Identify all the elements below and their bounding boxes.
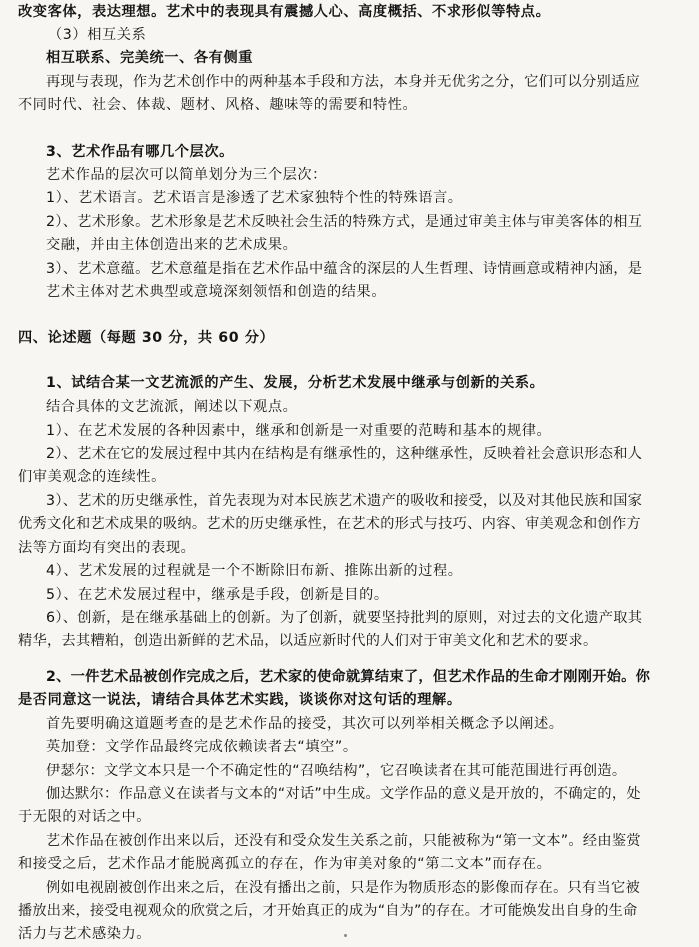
text-line: 结合具体的文艺流派，阐述以下观点。 [46,399,298,415]
text-line: 首先要明确这道题考查的是艺术作品的接受，其次可以列举相关概念予以阐述。 [46,716,564,732]
text-line: 5）、在艺术发展过程中，继承是手段，创新是目的。 [46,587,389,603]
text-line: 交融，并由主体创造出来的艺术成果。 [46,237,298,253]
question-heading: 2、一件艺术品被创作完成之后，艺术家的使命就算结束了，但艺术作品的生命才刚刚开始。你 [46,669,651,685]
text-line: 1）、在艺术发展的各种因素中，继承和创新是一对重要的范畴和基本的规律。 [46,423,552,439]
text-line: 伽达默尔：作品意义在读者与文本的“对话”中生成。文学作品的意义是开放的，不确定的，处 [46,786,641,802]
text-line: 不同时代、社会、体裁、题材、风格、趣味等的需要和特性。 [18,97,418,113]
text-line: 3）、艺术的历史继承性，首先表现为对本民族艺术遗产的吸收和接受，以及对其他民族和国家 [46,493,643,509]
text-line: 活力与艺术感染力。 [18,926,152,942]
text-line: 于无限的对话之中。 [18,809,152,825]
text-line: 4）、艺术发展的过程就是一个不断除旧布新、推陈出新的过程。 [46,563,463,579]
text-line: 法等方面均有突出的表现。 [18,540,196,556]
text-line: 播放出来，接受电视观众的欣赏之后，才开始真正的成为“自为”的存在。才可能焕发出自身的生命 [18,903,638,919]
text-line: 1）、艺术语言。艺术语言是渗透了艺术家独特个性的特殊语言。 [46,190,463,206]
text-line: 优秀文化和艺术成果的吸纳。艺术的历史继承性，在艺术的形式与技巧、内容、审美观念和创作方 [18,516,641,532]
text-line: 2）、艺术在它的发展过程中其内在结构是有继承性的，这种继承性，反映着社会意识形态和人 [46,446,643,462]
text-line: 艺术作品在被创作出来以后，还没有和受众发生关系之前，只能被称为“第一文本”。经由鉴赏 [46,833,641,849]
section-heading: 四、论述题（每题 30 分，共 60 分） [18,330,275,346]
text-line: 改变客体，表达理想。艺术中的表现具有震撼人心、高度概括、不求形似等特点。 [18,4,551,20]
scan-speck [344,934,347,937]
text-line: 例如电视剧被创作出来之后，在没有播出之前，只是作为物质形态的影像而存在。只有当它被 [46,880,640,896]
question-heading: 是否同意这一说法，请结合具体艺术实践，谈谈你对这句话的理解。 [18,692,462,708]
text-line: 艺术作品的层次可以简单划分为三个层次： [46,167,327,183]
text-line: 相互联系、完美统一、各有侧重 [46,50,254,66]
text-line: 们审美观念的连续性。 [18,469,166,485]
text-line: 精华，去其糟粕，创造出新鲜的艺术品，以适应新时代的人们对于审美文化和艺术的要求。 [18,633,598,649]
question-heading: 3、艺术作品有哪几个层次。 [46,144,234,160]
text-line: 2）、艺术形象。艺术形象是艺术反映社会生活的特殊方式，是通过审美主体与审美客体的相互 [46,214,643,230]
text-line: 再现与表现，作为艺术创作中的两种基本手段和方法，本身并无优劣之分，它们可以分别适应 [46,74,640,90]
subheading-line: （3）相互关系 [48,27,147,43]
text-line: 6）、创新，是在继承基础上的创新。为了创新，就要坚持批判的原则，对过去的文化遗产取其 [46,610,643,626]
question-heading: 1、试结合某一文艺流派的产生、发展，分析艺术发展中继承与创新的关系。 [46,375,545,391]
text-line: 和接受之后，艺术作品才能脱离孤立的存在，作为审美对象的“第二文本”而存在。 [18,856,552,872]
text-line: 英加登：文学作品最终完成依赖读者去“填空”。 [46,739,358,755]
text-line: 伊瑟尔：文学文本只是一个不确定性的“召唤结构”，它召唤读者在其可能范围进行再创造。 [46,763,627,779]
text-line: 艺术主体对艺术典型或意境深刻领悟和创造的结果。 [46,284,387,300]
text-line: 3）、艺术意蕴。艺术意蕴是指在艺术作品中蕴含的深层的人生哲理、诗情画意或精神内涵，是 [46,261,643,277]
